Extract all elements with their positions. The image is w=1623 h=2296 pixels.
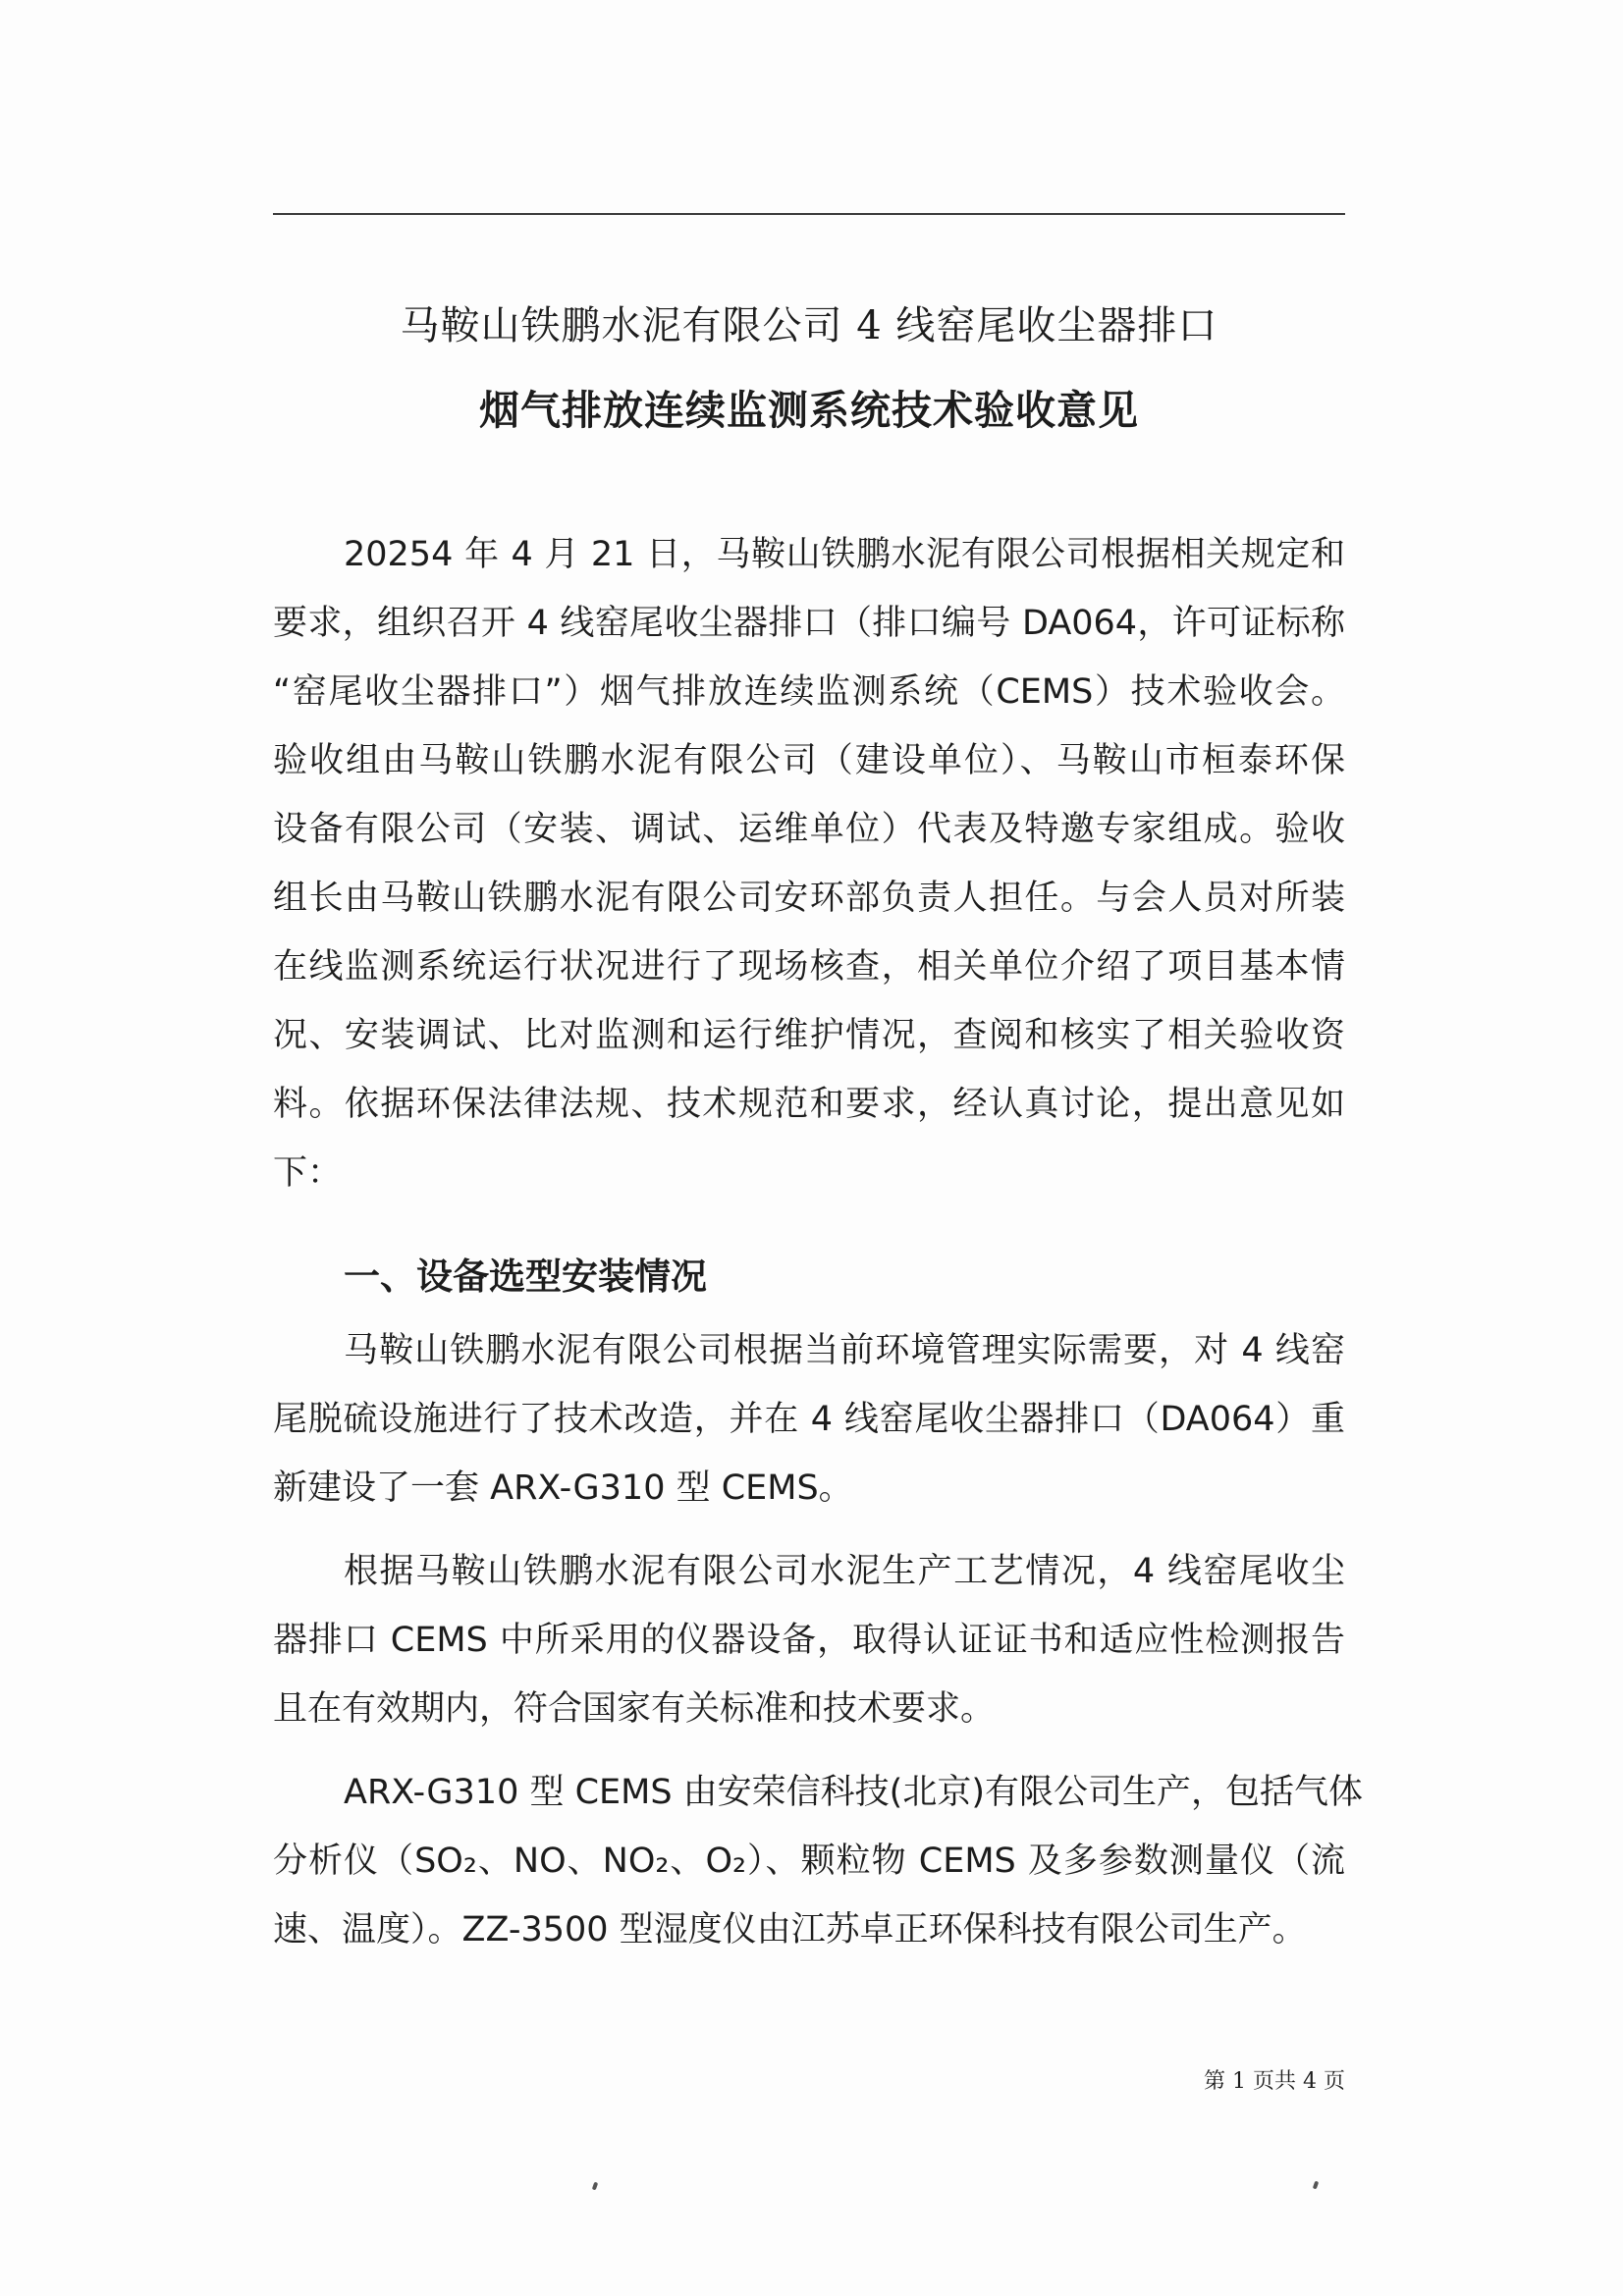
text-line: 验收组由马鞍山铁鹏水泥有限公司（建设单位）、马鞍山市桓泰环保: [273, 741, 1345, 780]
text-line: 下：: [273, 1153, 343, 1193]
text-line: 根据马鞍山铁鹏水泥有限公司水泥生产工艺情况，4 线窑尾收尘: [344, 1552, 1345, 1591]
header-rule: [273, 213, 1345, 215]
text-line: “窑尾收尘器排口”）烟气排放连续监测系统（CEMS）技术验收会。: [273, 672, 1345, 712]
text-line: 组长由马鞍山铁鹏水泥有限公司安环部负责人担任。与会人员对所装: [273, 879, 1345, 918]
text-line: 且在有效期内，符合国家有关标准和技术要求。: [273, 1689, 996, 1729]
text-line: 速、温度）。ZZ-3500 型湿度仪由江苏卓正环保科技有限公司生产。: [273, 1910, 1307, 1949]
text-line: 尾脱硫设施进行了技术改造，并在 4 线窑尾收尘器排口（DA064）重: [273, 1400, 1345, 1439]
text-line: 新建设了一套 ARX-G310 型 CEMS。: [273, 1468, 853, 1508]
text-line: 料。依据环保法律法规、技术规范和要求，经认真讨论，提出意见如: [273, 1085, 1345, 1124]
document-title-line1: 马鞍山铁鹏水泥有限公司 4 线窑尾收尘器排口: [400, 303, 1218, 348]
text-line: 况、安装调试、比对监测和运行维护情况，查阅和核实了相关验收资: [273, 1016, 1345, 1055]
document-title-line2: 烟气排放连续监测系统技术验收意见: [479, 387, 1139, 434]
text-line: 器排口 CEMS 中所采用的仪器设备，取得认证证书和适应性检测报告: [273, 1621, 1345, 1660]
text-line: 要求，组织召开 4 线窑尾收尘器排口（排口编号 DA064，许可证标称: [273, 604, 1345, 643]
page-footer: 第 1 页共 4 页: [1204, 2069, 1345, 2094]
text-line: ARX-G310 型 CEMS 由安荣信科技(北京)有限公司生产，包括气体: [344, 1773, 1363, 1812]
scan-speck: [1313, 2181, 1319, 2190]
text-line: 20254 年 4 月 21 日，马鞍山铁鹏水泥有限公司根据相关规定和: [344, 535, 1345, 574]
section-heading-1: 一、设备选型安装情况: [344, 1255, 707, 1298]
text-line: 马鞍山铁鹏水泥有限公司根据当前环境管理实际需要，对 4 线窑: [344, 1331, 1345, 1370]
scan-speck: [592, 2182, 598, 2191]
text-line: 在线监测系统运行状况进行了现场核查，相关单位介绍了项目基本情: [273, 947, 1345, 987]
text-line: 设备有限公司（安装、调试、运维单位）代表及特邀专家组成。验收: [273, 810, 1345, 849]
text-line: 分析仪（SO₂、NO、NO₂、O₂）、颗粒物 CEMS 及多参数测量仪（流: [273, 1842, 1345, 1881]
